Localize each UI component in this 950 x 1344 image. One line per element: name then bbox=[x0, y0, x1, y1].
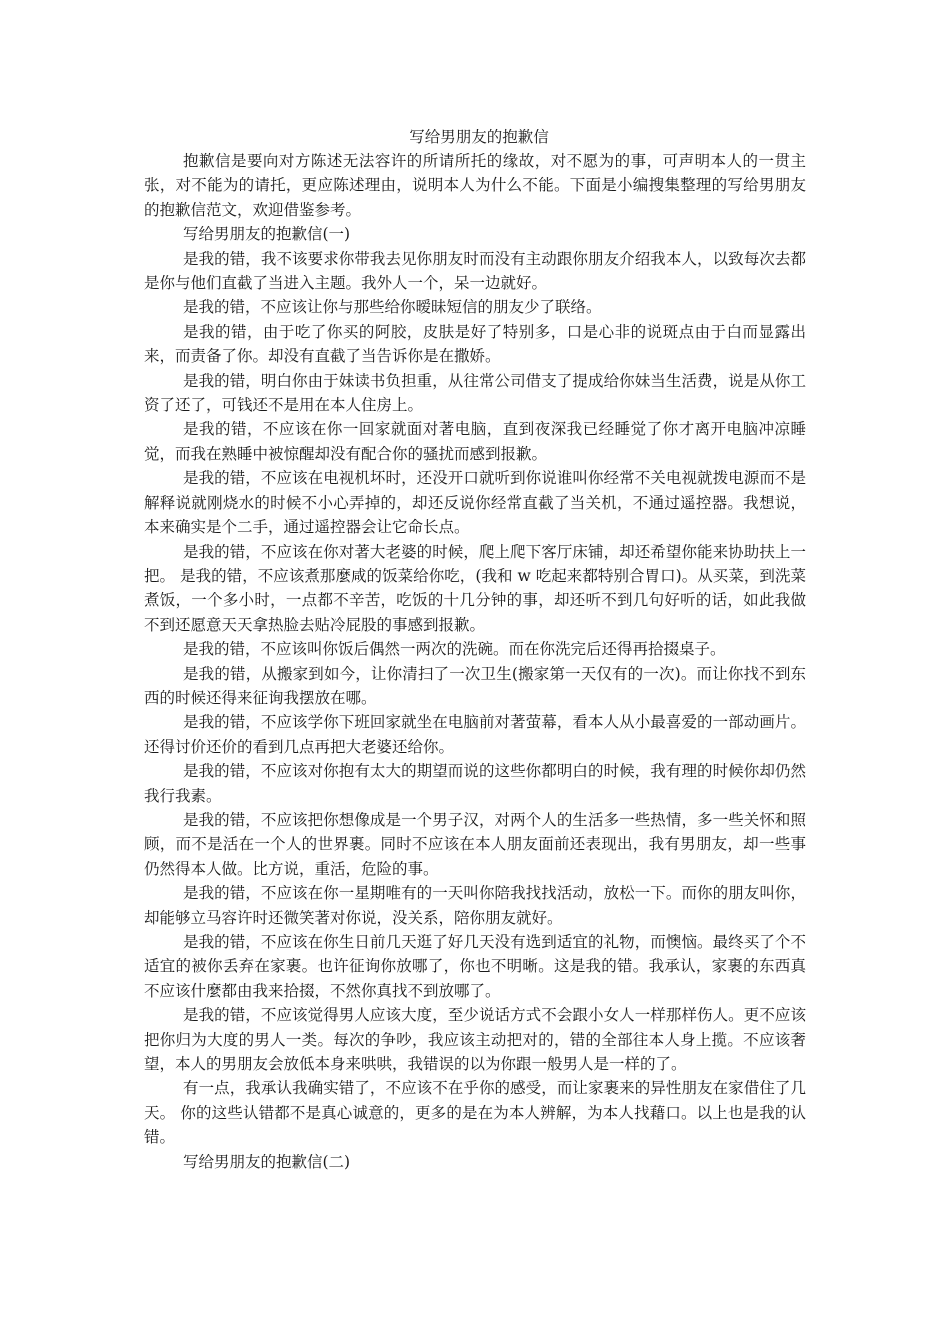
paragraph: 是我的错，不应该叫你饭后偶然一两次的洗碗。而在你洗完后还得再拾掇桌子。 bbox=[183, 640, 726, 659]
paragraph: 是我的错，不应该把你想像成是一个男子汉，对两个人的生活多一些热情，多一些关怀和照顾，而不是活在一个人的世界裹。同时不应该在本人朋友面前还表现出，我有男朋友，却一些事仍然得本人做。比方说，重活，危险的事。 bbox=[144, 810, 806, 878]
paragraph: 是我的错，不应该对你抱有太大的期望而说的这些你都明白的时候，我有理的时候你却仍然我行我素。 bbox=[144, 762, 806, 805]
paragraph: 是我的错，不应该觉得男人应该大度，至少说话方式不会跟小女人一样那样伤人。更不应该把你归为大度的男人一类。每次的争吵，我应该主动把对的，错的全部往本人身上揽。不应该奢望，本人的男朋友会放低本身来哄哄，我错误的以为你跟一般男人是一样的了。 bbox=[144, 1006, 806, 1074]
paragraph: 是我的错，不应该在电视机坏时，还没开口就听到你说谁叫你经常不关电视就拨电源而不是解释说就刚烧水的时候不小心弄掉的，却还反说你经常直截了当关机，不通过遥控器。我想说，本来确实是个二手，通过遥控器会让它命长点。 bbox=[144, 469, 806, 537]
paragraph: 有一点，我承认我确实错了，不应该不在乎你的感受，而让家裹来的异性朋友在家借住了几天。 你的这些认错都不是真心诚意的，更多的是在为本人辨解，为本人找藉口。以上也是我的认错。 bbox=[144, 1079, 806, 1147]
paragraph: 抱歉信是要向对方陈述无法容许的所请所托的缘故，对不愿为的事，可声明本人的一贯主张，对不能为的请托，更应陈述理由，说明本人为什么不能。下面是小编搜集整理的写给男朋友的抱歉信范文，欢迎借鉴参考。 bbox=[144, 152, 806, 219]
paragraph: 是我的错，明白你由于妹读书负担重，从往常公司借支了提成给你妹当生活费，说是从你工资了还了，可钱还不是用在本人住房上。 bbox=[144, 371, 806, 415]
paragraph: 写给男朋友的抱歉信(一) bbox=[183, 225, 351, 244]
paragraph: 是我的错，不应该在你对著大老婆的时候，爬上爬下客厅床铺，却还希望你能来协助扶上一把。 是我的错，不应该煮那麼咸的饭菜给你吃，(我和 w 吃起来都特别合胃口)。从买菜，到洗菜煮饭，一个多小时，一点都不辛苦，吃饭的十几分钟的事，却还听不到几句好听的话，如此我做不到还愿意天天拿热脸去贴冷屁股的事感到报歉。 bbox=[144, 542, 806, 634]
paragraph: 是我的错，不应该让你与那些给你暧昧短信的朋友少了联络。 bbox=[183, 298, 602, 317]
document-page bbox=[144, 125, 806, 1174]
paragraph: 是我的错，不应该在你一回家就面对著电脑，直到夜深我已经睡觉了你才离开电脑冲凉睡觉，而我在熟睡中被惊醒却没有配合你的骚扰而感到报歉。 bbox=[144, 420, 806, 463]
document-title: 写给男朋友的抱歉信 bbox=[409, 128, 549, 146]
document-body bbox=[144, 149, 806, 1174]
paragraph: 写给男朋友的抱歉信(二) bbox=[183, 1152, 351, 1171]
paragraph: 是我的错，我不该要求你带我去见你朋友时而没有主动跟你朋友介绍我本人，以致每次去都是你与他们直截了当进入主题。我外人一个，呆一边就好。 bbox=[144, 249, 806, 293]
paragraph: 是我的错，不应该在你一星期唯有的一天叫你陪我找找活动，放松一下。而你的朋友叫你，却能够立马容许时还微笑著对你说，没关系，陪你朋友就好。 bbox=[144, 884, 806, 927]
paragraph: 是我的错，不应该学你下班回家就坐在电脑前对著萤幕，看本人从小最喜爱的一部动画片。还得讨价还价的看到几点再把大老婆还给你。 bbox=[144, 713, 806, 756]
paragraph: 是我的错，不应该在你生日前几天逛了好几天没有选到适宜的礼物，而懊恼。最终买了个不适宜的被你丢弃在家裹。也许征询你放哪了，你也不明晰。这是我的错。我承认，家裹的东西真不应该什麼都由我来拾掇，不然你真找不到放哪了。 bbox=[144, 933, 806, 1000]
paragraph: 是我的错，从搬家到如今，让你清扫了一次卫生(搬家第一天仅有的一次)。而让你找不到东西的时候还得来征询我摆放在哪。 bbox=[144, 664, 806, 707]
paragraph: 是我的错，由于吃了你买的阿胶，皮肤是好了特别多，口是心非的说斑点由于白而显露出来，而责备了你。却没有直截了当告诉你是在撒娇。 bbox=[144, 322, 806, 366]
